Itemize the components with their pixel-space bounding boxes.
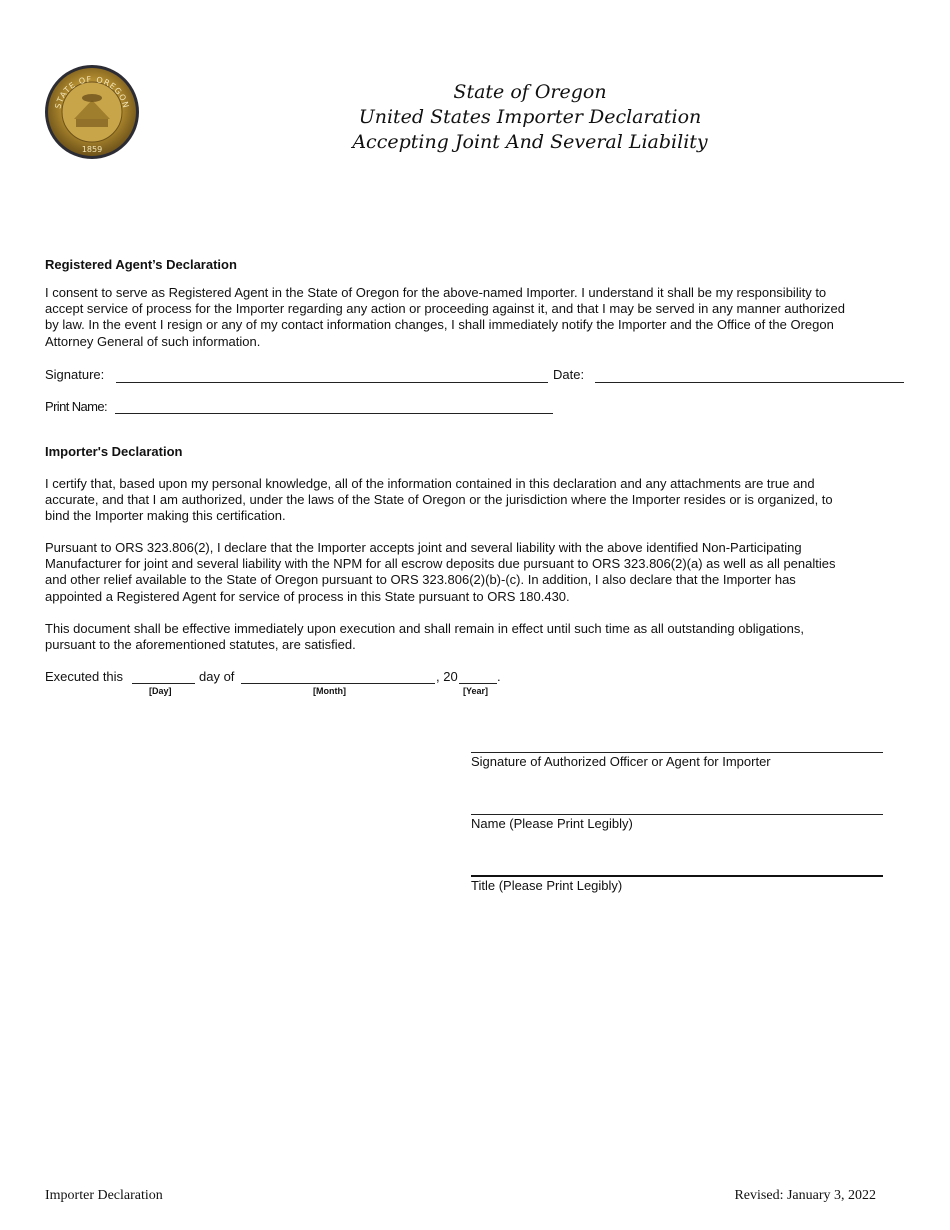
paragraph-line: I consent to serve as Registered Agent in the State of Oregon for the above-named Importer. I understand it shall be my responsibility to <box>45 285 827 300</box>
executed-year-field[interactable] <box>459 671 497 684</box>
title-line-3: Accepting Joint And Several Liability <box>352 131 708 153</box>
footer-document-name: Importer Declaration <box>45 1188 163 1203</box>
signature-label: Signature: <box>45 367 105 382</box>
paragraph-line: and other relief available to the State of Oregon pursuant to ORS 323.806(2)(b)-(c). In addition, I also declare that the Importer has <box>45 572 796 588</box>
month-caption: [Month] <box>313 686 346 696</box>
agent-declaration-heading: Registered Agent’s Declaration <box>45 257 237 272</box>
paragraph-line: Pursuant to ORS 323.806(2), I declare that the Importer accepts joint and several liability with the above identified Non-Participating <box>45 540 802 555</box>
footer-revised-date: Revised: January 3, 2022 <box>734 1188 876 1203</box>
title-line-2: United States Importer Declaration <box>358 106 702 128</box>
officer-signature-label: Signature of Authorized Officer or Agent for Importer <box>471 754 771 769</box>
paragraph-line: bind the Importer making this certification. <box>45 508 286 524</box>
paragraph-line: Attorney General of such information. <box>45 333 261 349</box>
title-line-1: State of Oregon <box>453 81 607 103</box>
agent-declaration-paragraph <box>45 285 897 350</box>
officer-signature-field[interactable] <box>471 752 883 753</box>
executed-day-of: day of <box>199 669 235 684</box>
paragraph-line: by law. In the event I resign or any of my contact information changes, I shall immediately notify the Importer and the Office of the Oregon <box>45 317 834 333</box>
importer-effective-paragraph <box>45 621 897 653</box>
agent-print-name-field[interactable] <box>115 401 553 414</box>
day-caption: [Day] <box>149 686 172 696</box>
printed-title-label: Title (Please Print Legibly) <box>471 878 623 893</box>
executed-year-prefix: , 20 <box>436 669 458 684</box>
agent-signature-field[interactable] <box>116 370 548 383</box>
paragraph-line: I certify that, based upon my personal knowledge, all of the information contained in this declaration and any attachments are true and <box>45 476 815 491</box>
printed-name-label: Name (Please Print Legibly) <box>471 816 633 831</box>
year-caption: [Year] <box>463 686 489 696</box>
printed-title-field[interactable] <box>471 875 883 877</box>
paragraph-line: appointed a Registered Agent for service of process in this State pursuant to ORS 180.430. <box>45 588 570 604</box>
paragraph-line: Manufacturer for joint and several liability with the NPM for all escrow deposits due pursuant to ORS 323.806(2)(a) as well as all penalties <box>45 556 836 572</box>
paragraph-line: This document shall be effective immediately upon execution and shall remain in effect until such time as all outstanding obligations, <box>45 621 805 636</box>
agent-signature-row <box>45 367 104 382</box>
executed-month-field[interactable] <box>241 671 435 684</box>
svg-text:1859: 1859 <box>81 145 103 154</box>
importer-certify-paragraph <box>45 476 897 525</box>
paragraph-line: accept service of process for the Importer regarding any action or proceeding against it, and that I may be served in any manner authorized <box>45 301 845 317</box>
print-name-label: Print Name: <box>45 399 108 414</box>
agent-date-field[interactable] <box>595 370 904 383</box>
paragraph-line: accurate, and that I am authorized, under the laws of the State of Oregon or the jurisdiction where the Importer resides or is organized, to <box>45 492 833 508</box>
importer-declaration-heading: Importer's Declaration <box>45 444 183 459</box>
paragraph-line: pursuant to the aforementioned statutes, are satisfied. <box>45 637 356 653</box>
importer-liability-paragraph <box>45 540 897 605</box>
document-title <box>280 80 780 155</box>
executed-day-field[interactable] <box>132 671 195 684</box>
printed-name-field[interactable] <box>471 814 883 815</box>
date-label: Date: <box>553 367 585 382</box>
state-seal-logo <box>44 64 140 160</box>
executed-end: . <box>497 669 501 684</box>
executed-prefix: Executed this <box>45 669 124 684</box>
svg-text:STATE OF OREGON: STATE OF OREGON <box>53 74 131 110</box>
